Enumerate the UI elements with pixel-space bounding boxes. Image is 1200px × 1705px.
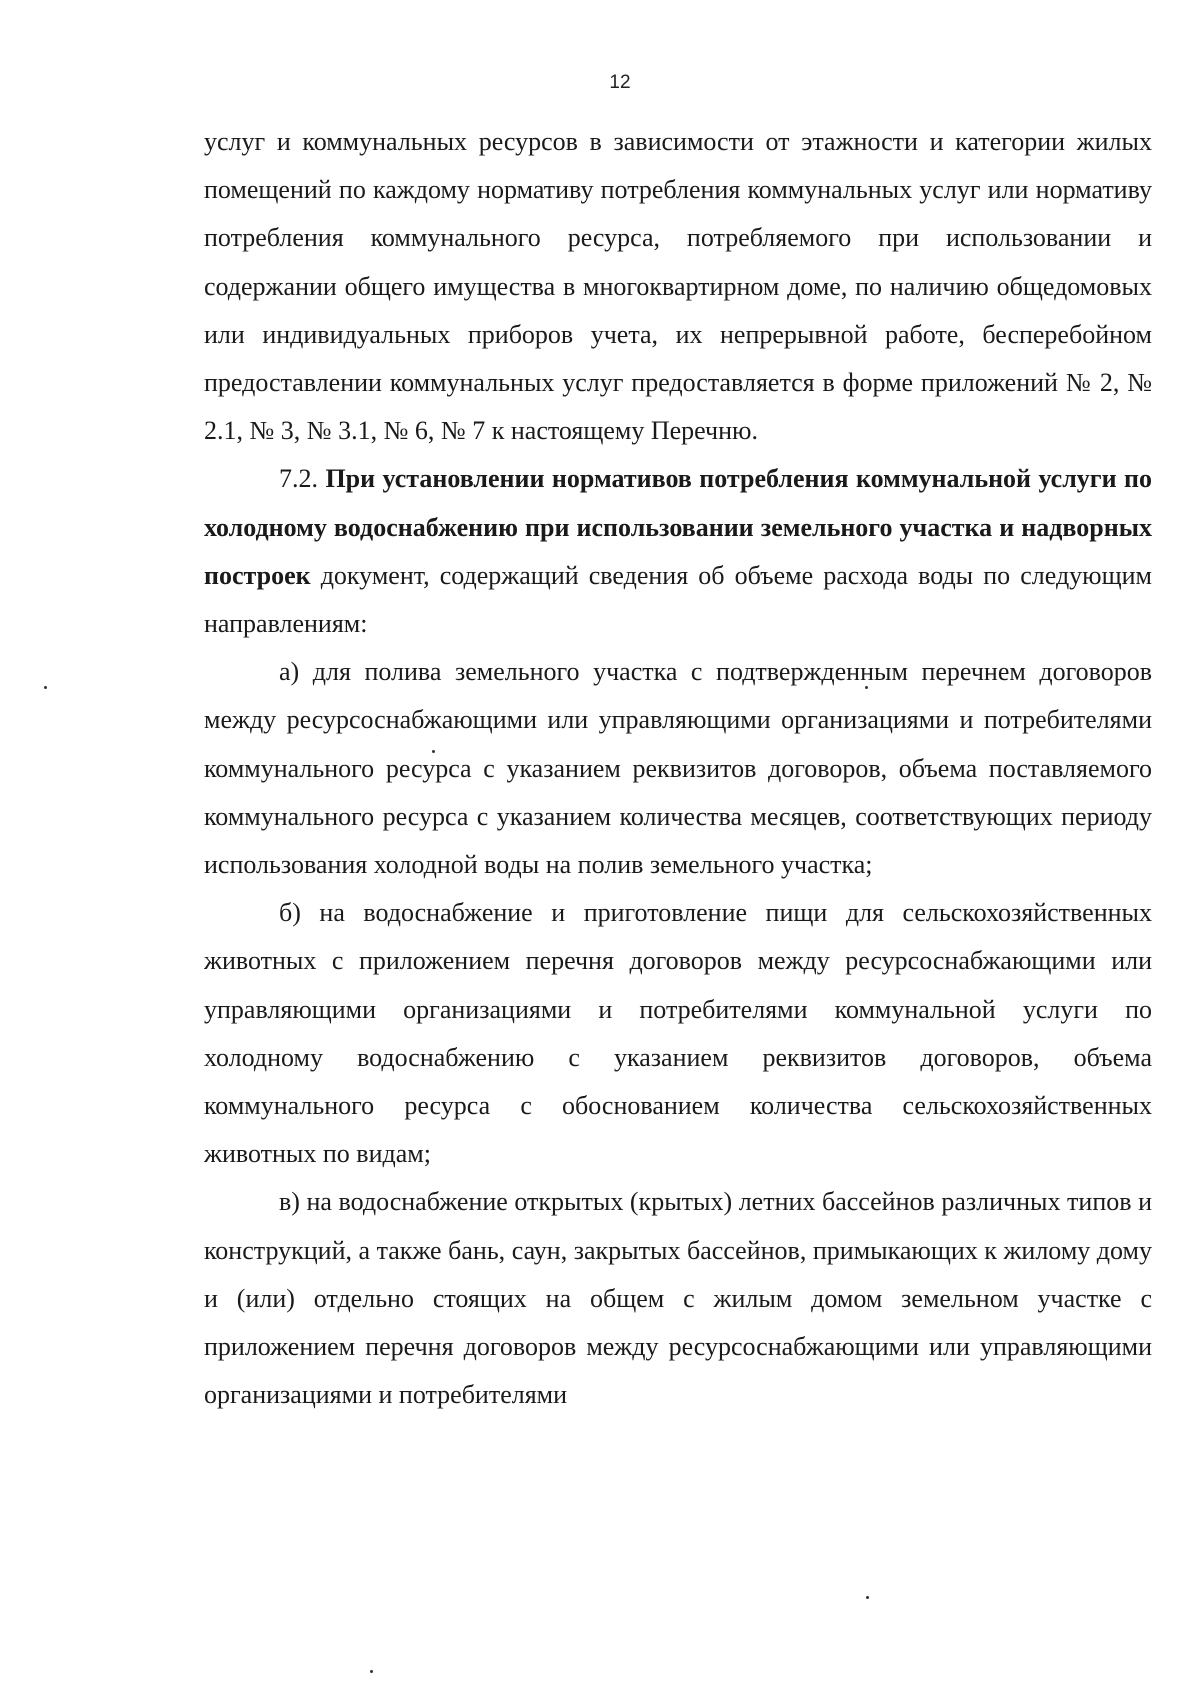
scan-speck: [432, 750, 435, 753]
scan-speck: [370, 1670, 373, 1673]
scan-speck: [865, 686, 868, 689]
scan-speck: [866, 1596, 869, 1599]
page-number: 12: [609, 72, 631, 93]
section-text: документ, содержащий сведения об объеме расхода воды по следующим направлениям:: [204, 560, 1152, 639]
list-item-a: а) для полива земельного участка с подтвержденным перечнем договоров между ресурсоснабжающими или управляющими организациями и потребителями коммунального ресурса с указанием реквизитов договоров, объема поставляемого коммунального ресурса с указанием количества месяцев, соответствующих периоду использования холодной воды на полив земельного участка;: [204, 657, 1152, 880]
section-number: 7.2.: [279, 464, 318, 494]
paragraph-section-7-2: [204, 455, 1152, 648]
scan-speck: [44, 686, 47, 689]
list-item-b: б) на водоснабжение и приготовление пищи для сельскохозяйственных животных с приложением перечня договоров между ресурсоснабжающими или управляющими организациями и потребителями коммунальной услуги по холодному водоснабжению с указанием реквизитов договоров, объема коммунального ресурса с обоснованием количества сельскохозяйственных животных по видам;: [204, 898, 1152, 1169]
section-heading-bold: При установлении нормативов потребления коммунальной услуги по холодному водоснабжению при использовании земельного участка и надворных построек: [204, 464, 1153, 590]
document-body: [204, 118, 1152, 1419]
list-item-v: в) на водоснабжение открытых (крытых) летних бассейнов различных типов и конструкций, а также бань, саун, закрытых бассейнов, примыкающих к жилому дому и (или) отдельно стоящих на общем с жилым домом земельном участке с приложением перечня договоров между ресурсоснабжающими или управляющими организациями и потребителями: [204, 1187, 1152, 1410]
paragraph-continuation: услуг и коммунальных ресурсов в зависимости от этажности и категории жилых помещений по каждому нормативу потребления коммунальных услуг или нормативу потребления коммунального ресурса, потребляемого при использовании и содержании общего имущества в многоквартирном доме, по наличию общедомовых или индивидуальных приборов учета, их непрерывной работе, бесперебойном предоставлении коммунальных услуг предоставляется в форме приложений № 2, № 2.1, № 3, № 3.1, № 6, № 7 к настоящему Перечню.: [204, 127, 1152, 446]
